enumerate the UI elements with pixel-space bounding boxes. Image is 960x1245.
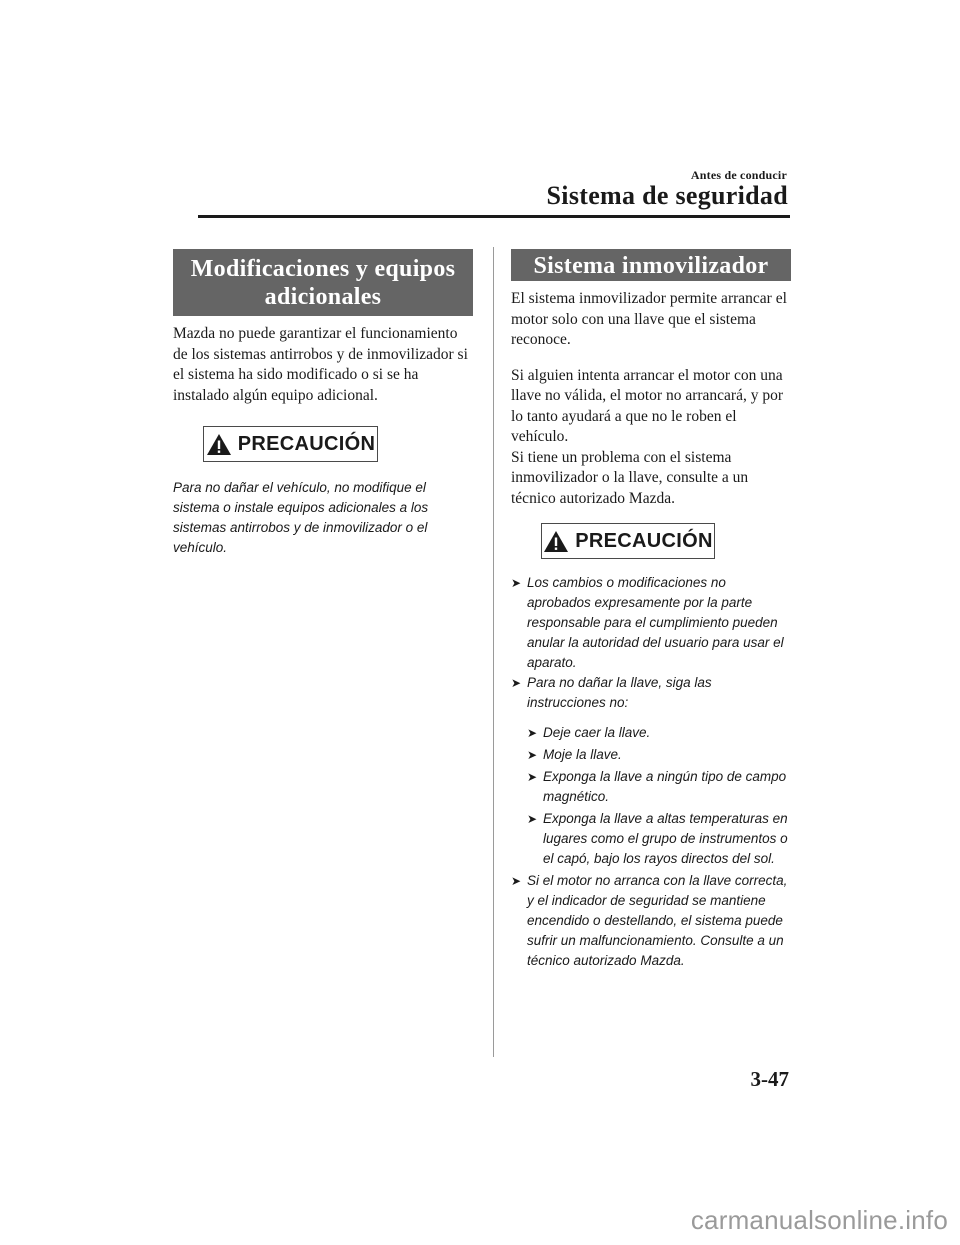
- caution-label: PRECAUCIÓN: [575, 529, 713, 552]
- inmovilizador-para-3: Si tiene un problema con el sistema inmovilizador o la llave, consulte a un técnico autorizado Mazda.: [511, 448, 749, 507]
- warning-triangle-icon: [206, 433, 232, 456]
- page-number: 3-47: [750, 1067, 789, 1091]
- arrow-bullet-icon: ➤: [527, 726, 538, 740]
- caution-header: [203, 426, 378, 462]
- sub-list-item: ➤ Exponga la llave a altas temperaturas en lugares como el grupo de instrumentos o el capó, bajo los rayos directos del sol.: [527, 811, 788, 866]
- list-item: ➤ Para no dañar la llave, siga las instrucciones no: ➤ Deje caer la llave. ➤ Moje la llave. ➤ Exponga la llave a ningún tipo de campo magnético. ➤ Exponga la llave a altas temperaturas en lugares como el grupo de instrumentos o el capó, bajo los rayos directos del sol.: [511, 673, 791, 869]
- sub-list-item: ➤ Moje la llave.: [527, 745, 791, 765]
- sub-list-item: ➤ Deje caer la llave.: [527, 723, 791, 743]
- chapter-label: Antes de conducir: [690, 168, 787, 182]
- list-item: ➤ Si el motor no arranca con la llave correcta, y el indicador de seguridad se mantiene encendido o destellando, el sistema puede sufrir un malfuncionamiento. Consulte a un técnico autorizado Mazda.: [511, 873, 788, 968]
- warning-triangle-icon: [543, 530, 569, 553]
- header-rule: [198, 215, 790, 218]
- inmovilizador-title: Sistema inmovilizador: [511, 249, 791, 281]
- arrow-bullet-icon: ➤: [511, 874, 522, 888]
- list-item: ➤ Los cambios o modificaciones no aprobados expresamente por la parte responsable para el cumplimiento pueden anular la autoridad del usuario para usar el aparato.: [511, 575, 784, 670]
- arrow-bullet-icon: ➤: [527, 748, 538, 762]
- left-column: [173, 249, 473, 558]
- arrow-bullet-icon: ➤: [511, 676, 522, 690]
- modificaciones-title: Modificaciones y equipos adicionales: [173, 249, 473, 316]
- watermark: carmanualsonline.info: [690, 1205, 948, 1235]
- modificaciones-body: Mazda no puede garantizar el funcionamiento de los sistemas antirrobos y de inmovilizador si el sistema ha sido modificado o si se ha instalado algún equipo adicional.: [173, 325, 468, 404]
- caution-text: Para no dañar el vehículo, no modifique el sistema o instale equipos adicionales a los sistemas antirrobos y de inmovilizador o el vehículo.: [173, 480, 429, 555]
- caution-header: [541, 523, 715, 559]
- arrow-bullet-icon: ➤: [527, 812, 538, 826]
- right-column: [511, 249, 791, 971]
- section-heading: Sistema de seguridad: [546, 181, 788, 210]
- sub-list: [527, 723, 791, 869]
- arrow-bullet-icon: ➤: [527, 770, 538, 784]
- caution-label: PRECAUCIÓN: [237, 432, 376, 455]
- sub-list-item: ➤ Exponga la llave a ningún tipo de campo magnético.: [527, 769, 787, 804]
- inmovilizador-para-1: El sistema inmovilizador permite arrancar el motor solo con una llave que el sistema reconoce.: [511, 290, 787, 348]
- arrow-bullet-icon: ➤: [511, 576, 522, 590]
- column-divider: [493, 247, 494, 1057]
- caution-list: [511, 573, 791, 971]
- inmovilizador-para-2: Si alguien intenta arrancar el motor con una llave no válida, el motor no arrancará, y por lo tanto ayudará a que no le roben el vehículo.: [511, 366, 783, 445]
